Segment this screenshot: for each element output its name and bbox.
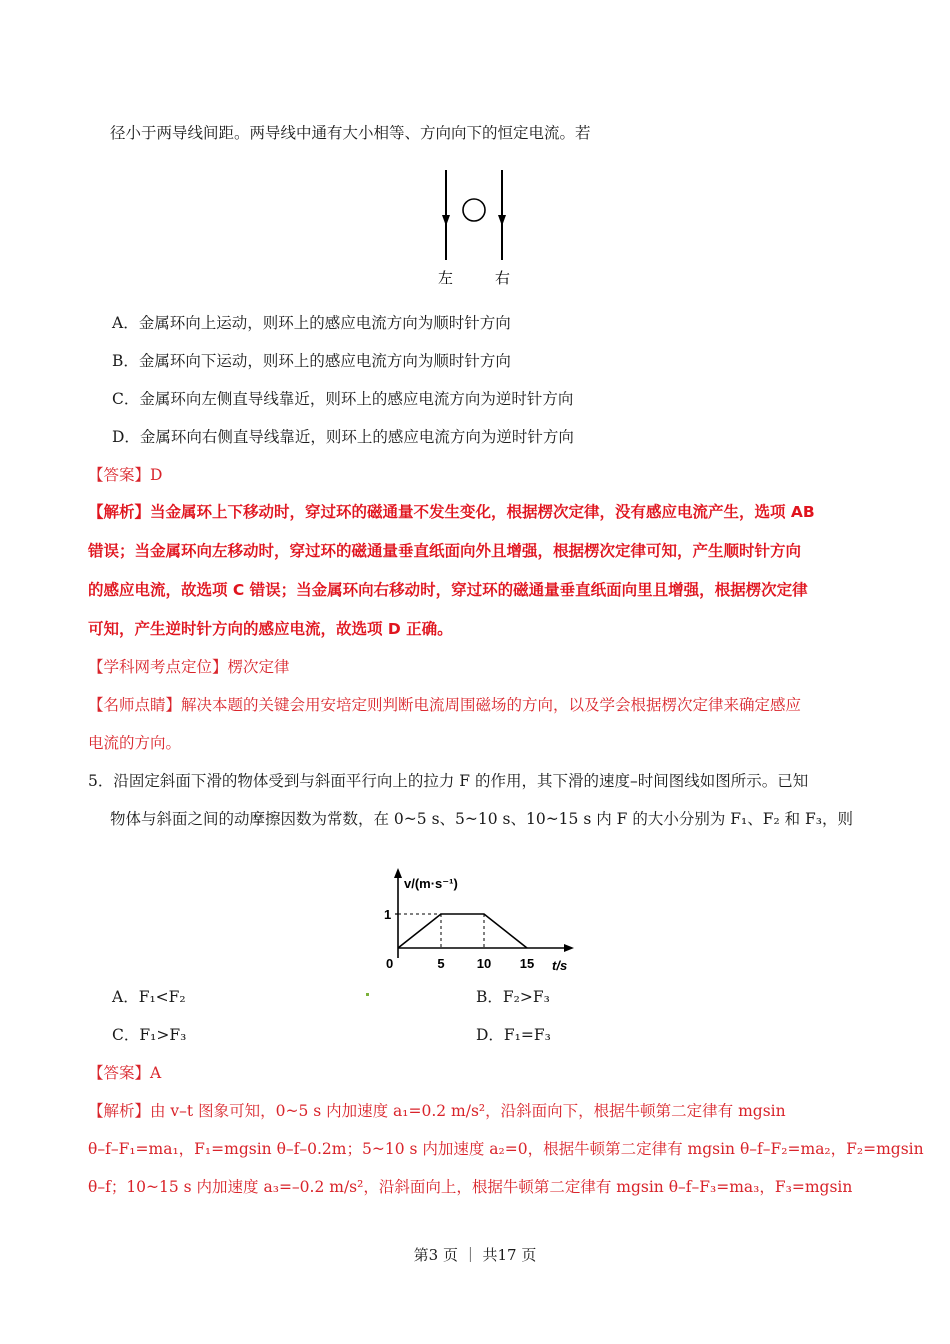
velocity-series-line — [398, 914, 527, 948]
x-tick-label-10: 10 — [476, 956, 492, 971]
q5-option-c: C．F₁>F₃ — [112, 1026, 187, 1044]
q4-analysis-line-1: 【解析】当金属环上下移动时，穿过环的磁通量不发生变化，根据楞次定律，没有感应电流产生，选项 AB — [88, 503, 815, 521]
q5-answer: 【答案】A — [88, 1064, 162, 1082]
velocity-time-chart — [370, 868, 580, 978]
intro-text: 径小于两导线间距。两导线中通有大小相等、方向向下的恒定电流。若 — [110, 124, 591, 142]
y-tick-label-1: 1 — [384, 907, 392, 922]
left-wire-arrow — [442, 215, 450, 226]
left-label: 左 — [438, 269, 454, 287]
q4-option-c: C．金属环向左侧直导线靠近，则环上的感应电流方向为逆时针方向 — [112, 390, 574, 408]
q4-answer: 【答案】D — [88, 466, 163, 484]
q4-tips-line-1: 【名师点睛】解决本题的关键会用安培定则判断电流周围磁场的方向，以及学会根据楞次定律来确定感应 — [88, 696, 802, 714]
metal-ring — [463, 199, 485, 221]
q5-stem-line-2: 物体与斜面之间的动摩擦因数为常数，在 0~5 s、5~10 s、10~15 s 内 F 的大小分别为 F₁、F₂ 和 F₃，则 — [110, 810, 854, 828]
y-axis-arrow — [394, 868, 402, 878]
q5-analysis-line-1: 【解析】由 v–t 图象可知，0~5 s 内加速度 a₁=0.2 m/s²，沿斜面向下，根据牛顿第二定律有 mgsin — [88, 1102, 786, 1120]
q4-option-b: B．金属环向下运动，则环上的感应电流方向为顺时针方向 — [112, 352, 511, 370]
x-axis-arrow — [564, 944, 574, 952]
wires-ring-figure — [400, 160, 550, 295]
q4-analysis-line-3: 的感应电流，故选项 C 错误；当金属环向右移动时，穿过环的磁通量垂直纸面向里且增强，根据楞次定律 — [88, 581, 808, 599]
stray-dot — [366, 993, 369, 996]
q4-point: 【学科网考点定位】楞次定律 — [88, 658, 290, 676]
q4-analysis-line-2: 错误；当金属环向左移动时，穿过环的磁通量垂直纸面向外且增强，根据楞次定律可知，产生顺时针方向 — [88, 542, 802, 560]
q5-stem-line-1: 5．沿固定斜面下滑的物体受到与斜面平行向上的拉力 F 的作用，其下滑的速度–时间图线如图所示。已知 — [88, 772, 809, 790]
q5-option-a: A．F₁<F₂ — [112, 988, 186, 1006]
q4-analysis-line-4: 可知，产生逆时针方向的感应电流，故选项 D 正确。 — [88, 620, 453, 638]
right-label: 右 — [495, 269, 511, 287]
y-axis-label: v/(m·s⁻¹) — [404, 876, 458, 891]
q5-option-d: D．F₁=F₃ — [476, 1026, 551, 1044]
x-tick-label-0: 0 — [386, 956, 394, 971]
x-tick-label-15: 15 — [519, 956, 535, 971]
q5-analysis-line-3: θ–f；10~15 s 内加速度 a₃=–0.2 m/s²，沿斜面向上，根据牛顿第二定律有 mgsin θ–f–F₃=ma₃，F₃=mgsin — [88, 1178, 853, 1196]
right-wire-arrow — [498, 215, 506, 226]
q4-option-a: A．金属环向上运动，则环上的感应电流方向为顺时针方向 — [112, 314, 511, 332]
x-axis-label: t/s — [552, 958, 568, 973]
page-footer: 第3 页 ｜ 共17 页 — [413, 1246, 537, 1264]
q4-option-d: D．金属环向右侧直导线靠近，则环上的感应电流方向为逆时针方向 — [112, 428, 574, 446]
x-tick-label-5: 5 — [437, 956, 445, 971]
q5-option-b: B．F₂>F₃ — [476, 988, 550, 1006]
q4-tips-line-2: 电流的方向。 — [88, 734, 182, 752]
q5-analysis-line-2: θ–f–F₁=ma₁，F₁=mgsin θ–f–0.2m；5~10 s 内加速度 a₂=0，根据牛顿第二定律有 mgsin θ–f–F₂=ma₂，F₂=mgsin — [88, 1140, 924, 1158]
